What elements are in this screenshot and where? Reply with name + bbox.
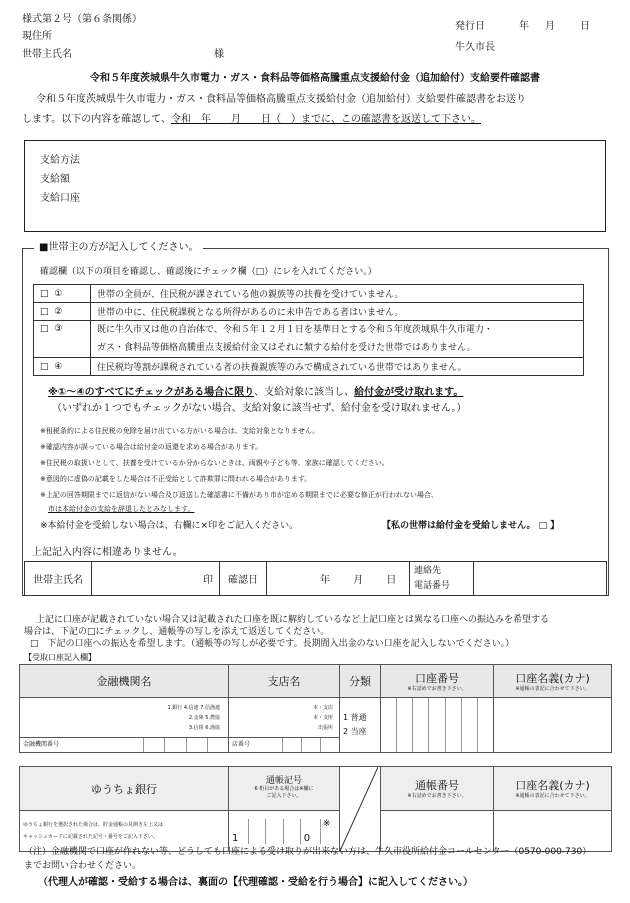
- eligibility-note-c: 給付金が受け取れます。: [354, 387, 464, 398]
- branch-type-row-1: 本・支店: [312, 704, 333, 711]
- branch-type-row-3: 出張所: [317, 724, 333, 731]
- passbook-symbol-header: [229, 767, 340, 811]
- checkbox-3[interactable]: □: [40, 324, 49, 334]
- symbol-digit-1: 1: [232, 832, 239, 844]
- item-number-4: ④: [54, 361, 63, 372]
- checklist-item-3: [34, 321, 584, 358]
- passbook-symbol-sub-1: 6 桁目がある場合は※欄に: [254, 786, 314, 793]
- eligibility-subnote: （いずれか１つでもチェックがない場合、支給対象に該当せず、給付金を受け取れません。）: [52, 403, 467, 414]
- seal-mark: 印: [203, 575, 213, 586]
- branch-code-row: [229, 738, 340, 753]
- confirm-year-label: 年: [320, 575, 330, 586]
- account-type-field[interactable]: [340, 698, 381, 753]
- eligibility-note-a: ※①～④のすべてにチェックがある場合に限り: [48, 387, 255, 398]
- item-number-1: ①: [54, 288, 63, 299]
- address-label: 現住所: [22, 31, 52, 42]
- col-account-type: 分類: [340, 665, 381, 698]
- col-account-number: [381, 665, 494, 698]
- item-text-3b: ガス・食料品等価格高騰重点支援給付金又はそれに類する給付を受けた世帯ではありません。: [97, 343, 476, 353]
- checklist-item-2: [34, 303, 584, 321]
- symbol-digit-0: 0: [300, 819, 320, 844]
- yucho-bank-label: ゆうちょ銀行: [20, 767, 229, 811]
- payment-info-box: [24, 140, 606, 232]
- small-note-2: ※確認内容が誤っている場合は給付金の返還を求める場合があります。: [40, 443, 263, 451]
- item-number-2: ②: [54, 306, 63, 317]
- account-type-ordinary: 1 普通: [343, 713, 367, 722]
- household-legend: ■世帯主の方が記入してください。: [34, 241, 203, 254]
- phone-field[interactable]: [474, 562, 607, 596]
- col-account-holder-label: 口座名義(カナ): [515, 671, 590, 685]
- bank-code-label: 金融機関番号: [23, 741, 60, 748]
- issue-year-label: 年: [519, 21, 529, 32]
- intro-line-2: [22, 113, 481, 126]
- branch-code-label: 店番号: [232, 741, 251, 748]
- check-instruction: 確認欄（以下の項目を確認し、確認後にチェック欄（□）にレを入れてください。）: [40, 267, 377, 277]
- confirm-month-label: 月: [353, 575, 364, 586]
- footer-note-1: （注）金融機関で口座が作れない等、どうしても口座による受け取りが出来ない方は、牛久市役所給付金コールセンター（0570-000-730）: [24, 847, 592, 857]
- honorific: 様: [214, 49, 224, 60]
- account-form-label: 【受取口座記入欄】: [24, 653, 96, 662]
- confirm-date-field[interactable]: [267, 562, 410, 596]
- branch-code-cells[interactable]: [282, 738, 339, 752]
- eligibility-note: [48, 386, 463, 399]
- checklist-item-1: [34, 285, 584, 303]
- bank-code-row: [20, 738, 229, 753]
- confirm-day-label: 日: [386, 575, 397, 586]
- small-note-5-cont: 市は本給付金の支給を辞退したとみなします。: [48, 505, 195, 513]
- proxy-note: （代理人が確認・受給する場合は、裏面の【代理確認・受給を行う場合】に記入してください。）: [38, 877, 473, 888]
- form-number: 様式第２号（第６条関係）: [22, 14, 142, 25]
- yucho-note-1: ゆうちょ銀行を選択された場合は、貯金通帳の見開き左上又は: [23, 822, 164, 829]
- payment-amount-label: 支給額: [40, 174, 70, 185]
- contact-label: [410, 562, 474, 596]
- item-text-2: 世帯の中に、住民税課税となる所得があるのに未申告である者はいません。: [91, 303, 584, 321]
- yucho-holder-label: 口座名義(カナ): [515, 779, 590, 793]
- signature-table: [24, 561, 607, 596]
- bank-type-row-3: 3.信組 6.漁協: [188, 724, 220, 731]
- document-title: 令和５年度茨城県牛久市電力・ガス・食料品等価格高騰重点支援給付金（追加給付）支給要件確認書: [90, 73, 540, 84]
- payment-account-label: 支給口座: [40, 193, 80, 204]
- checklist-table: [33, 284, 584, 376]
- account-number-cells[interactable]: [381, 698, 494, 753]
- footer-note-2: までお問い合わせください。: [24, 861, 142, 871]
- account-type-checking: 2 当座: [343, 727, 367, 736]
- branch-type-row-2: 本・支所: [312, 714, 333, 721]
- confirm-date-label: 確認日: [220, 562, 267, 596]
- intro-line-1: 令和５年度茨城県牛久市電力・ガス・食料品等価格高騰重点支援給付金（追加給付）支給要件確認書をお送り: [36, 94, 526, 105]
- passbook-symbol-label: 通帳記号: [265, 776, 302, 787]
- small-note-4: ※意図的に虚偽の記載をした場合は不正受給として詐欺罪に問われる場合があります。: [40, 475, 312, 483]
- item-text-3a: 既に牛久市又は他の自治体で、令和５年１２月１日を基準日とする令和５年度茨城県牛久市電力・: [97, 325, 493, 335]
- yucho-note-2: キャッシュカードに記載された記号・番号をご記入下さい。: [23, 834, 158, 841]
- item-text-4: 住民税均等割が課税されている者の扶養親族等のみで構成されている世帯ではありません。: [91, 358, 584, 376]
- checklist-item-4: [34, 358, 584, 376]
- checkbox-4[interactable]: □: [40, 361, 49, 372]
- decline-checkbox[interactable]: 【私の世帯は給付金を受給しません。 □ 】: [382, 521, 560, 531]
- branch-name-field[interactable]: [229, 698, 340, 738]
- passbook-number-label: 通帳番号: [415, 779, 459, 793]
- col-account-number-label: 口座番号: [415, 671, 459, 685]
- issue-month-label: 月: [545, 21, 555, 32]
- bank-note-2: 場合は、下記の□にチェックし、通帳等の写しを添えて返送してください。: [24, 627, 330, 637]
- item-number-3: ③: [54, 324, 63, 334]
- col-account-holder-sub: ※通帳の表記に合わせて下さい。: [515, 685, 590, 692]
- bank-name-field[interactable]: [20, 698, 229, 738]
- table-spacer: [20, 753, 612, 767]
- bank-code-cells[interactable]: [143, 738, 228, 752]
- small-note-1: ※租税条約による住民税の免除を届け出ている方がいる場合は、支給対象となりません。: [40, 427, 320, 435]
- householder-name-label: 世帯主氏名: [22, 49, 72, 60]
- contact-label-2: 電話番号: [414, 580, 451, 591]
- confirm-statement: 上記記入内容に相違ありません。: [32, 547, 183, 558]
- diagonal-cell: [340, 767, 381, 852]
- bank-type-row-2: 2.金庫 5.農協: [188, 714, 220, 721]
- issue-day-label: 日: [580, 21, 590, 32]
- checkbox-1[interactable]: □: [40, 288, 49, 299]
- passbook-number-sub: ※右詰めでお書き下さい。: [407, 793, 467, 800]
- yucho-holder-header: [494, 767, 612, 811]
- account-holder-field[interactable]: [494, 698, 612, 753]
- intro-line-2-text: します。以下の内容を確認して、: [22, 114, 171, 125]
- issuer: 牛久市長: [455, 42, 495, 53]
- sig-name-label: 世帯主氏名: [25, 562, 92, 596]
- decline-note: ※本給付金を受給しない場合は、右欄に×印をご記入ください。: [40, 521, 299, 531]
- small-note-5: ※上記の回答期限までに返信がない場合及び返送した確認書に不備があり市が定める期限までに必要な修正が行われない場合、: [40, 491, 438, 499]
- eligibility-note-b: 、支給対象に該当し、: [254, 387, 355, 398]
- small-note-3: ※住民税の取扱いとして、扶養を受けているか分からないときは、両親や子ども等、家族に確認してください。: [40, 459, 389, 467]
- yucho-holder-sub: ※通帳の表記に合わせて下さい。: [515, 793, 590, 800]
- checkbox-2[interactable]: □: [40, 306, 49, 317]
- passbook-number-header: [381, 767, 494, 811]
- col-bank-name: 金融機関名: [20, 665, 229, 698]
- passbook-symbol-sub-2: ご記入下さい。: [266, 793, 302, 800]
- bank-note-1: 上記に口座が記載されていない場合又は記載された口座を既に解約しているなど上記口座とは異なる口座への振込みを希望する: [36, 615, 550, 625]
- sig-name-field[interactable]: [92, 562, 220, 596]
- col-account-holder: [494, 665, 612, 698]
- return-deadline: 令和 年 月 日（ ）までに、この確認書を返送して下さい。: [171, 114, 481, 125]
- bank-type-row-1: 1.銀行 4.信連 7.信漁連: [167, 704, 220, 711]
- contact-label-1: 連絡先: [414, 565, 442, 576]
- bank-account-table: [19, 664, 612, 852]
- diagonal-line: [340, 767, 378, 851]
- col-account-number-sub: ※右詰めでお書き下さい。: [407, 685, 467, 692]
- issue-date-label: 発行日: [455, 21, 485, 32]
- item-text-1: 世帯の全員が、住民税が課されている他の親族等の扶養を受けていません。: [91, 285, 584, 303]
- symbol-digit-star: ※: [320, 819, 339, 844]
- col-branch-name: 支店名: [229, 665, 340, 698]
- payment-method-label: 支給方法: [40, 155, 80, 166]
- bank-transfer-option[interactable]: □ 下記の口座への振込を希望します。（通帳等の写しが必要です。長期間入出金のない口座を記入しないでください。）: [30, 639, 515, 649]
